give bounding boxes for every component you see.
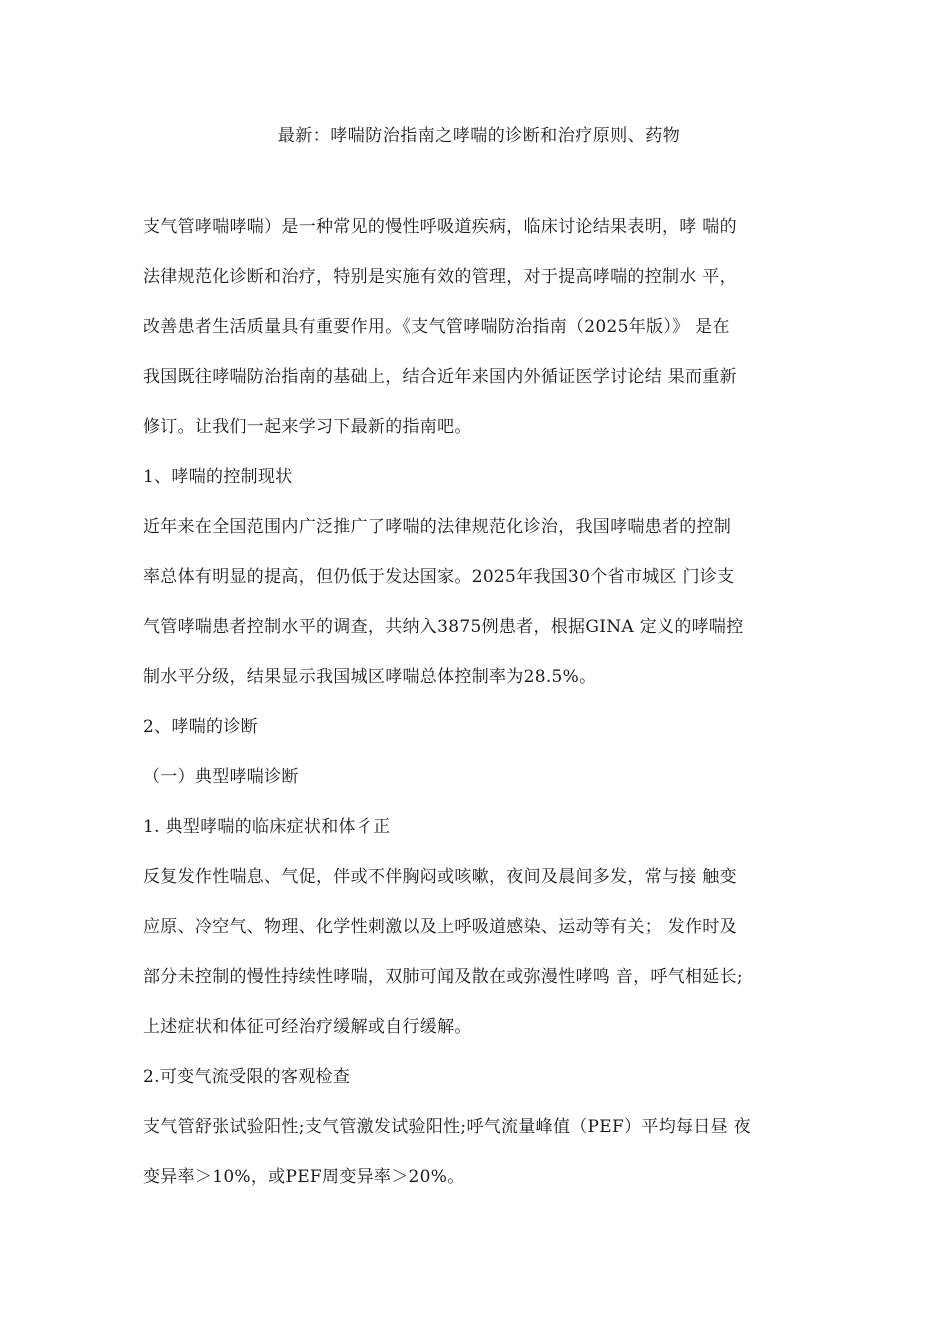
paragraph-line: 法律规范化诊断和治疗，特别是实施有效的管理，对于提高哮喘的控制水 平， — [143, 267, 737, 287]
paragraph-line: 支气管哮喘哮喘）是一种常见的慢性呼吸道疾病，临床讨论结果表明，哮 喘的 — [143, 217, 737, 237]
subsection-heading: （一）典型哮喘诊断 — [143, 767, 299, 787]
section-heading: 2、哮喘的诊断 — [143, 717, 258, 737]
item-heading: 1. 典型哮喘的临床症状和体彳正 — [143, 817, 391, 837]
paragraph-line: 近年来在全国范围内广泛推广了哮喘的法律规范化诊治，我国哮喘患者的控制 — [143, 517, 732, 537]
paragraph-line: 变异率＞10%，或PEF周变异率＞20%。 — [143, 1167, 465, 1187]
paragraph-line: 我国既往哮喘防治指南的基础上，结合近年来国内外循证医学讨论结 果而重新 — [143, 367, 737, 387]
paragraph-line: 支气管舒张试验阳性;支气管激发试验阳性;呼气流量峰值（PEF）平均每日昼 夜 — [143, 1117, 751, 1137]
paragraph-line: 气管哮喘患者控制水平的调查，共纳入3875例患者，根据GINA 定义的哮喘控 — [143, 617, 744, 637]
paragraph-line: 上述症状和体征可经治疗缓解或自行缓解。 — [143, 1017, 472, 1037]
paragraph-line: 率总体有明显的提高，但仍低于发达国家。2025年我国30个省市城区 门诊支 — [143, 567, 735, 587]
document-body — [143, 213, 833, 1213]
item-heading: 2.可变气流受限的客观检查 — [143, 1067, 351, 1087]
paragraph-line: 修订。让我们一起来学习下最新的指南吧。 — [143, 417, 472, 437]
paragraph-line: 反复发作性喘息、气促，伴或不伴胸闷或咳嗽，夜间及晨间多发，常与接 触变 — [143, 867, 737, 887]
paragraph-line: 部分未控制的慢性持续性哮喘，双肺可闻及散在或弥漫性哮鸣 音，呼气相延长; — [143, 967, 743, 987]
document-title: 最新：哮喘防治指南之哮喘的诊断和治疗原则、药物 — [277, 126, 681, 146]
paragraph-line: 应原、冷空气、物理、化学性刺激以及上呼吸道感染、运动等有关； 发作时及 — [143, 917, 737, 937]
paragraph-line: 制水平分级，结果显示我国城区哮喘总体控制率为28.5%。 — [143, 667, 597, 687]
section-heading: 1、哮喘的控制现状 — [143, 467, 293, 487]
paragraph-line: 改善患者生活质量具有重要作用。《支气管哮喘防治指南（2025年版）》 是在 — [143, 317, 730, 337]
